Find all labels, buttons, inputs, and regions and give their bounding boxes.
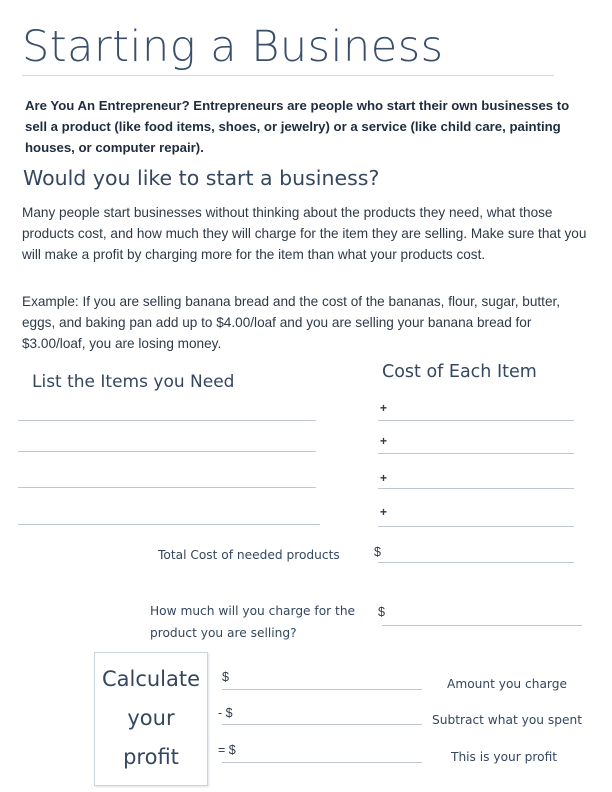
charge-label-line1: How much will you charge for the [150, 604, 356, 618]
calculate-profit-text [94, 660, 208, 777]
item-line-2[interactable] [18, 451, 316, 452]
cost-heading: Cost of Each Item [382, 362, 537, 382]
paragraph-example: Example: If you are selling banana bread and the cost of the bananas, flour, sugar, butter, eggs, and baking pan add up to $4.00/loaf and you are selling your banana bread for $3.00/loaf, you are losing money. [22, 294, 561, 351]
cost-line-2[interactable] [378, 453, 574, 454]
charge-amount-prefix: $ [222, 670, 229, 684]
title-divider [22, 75, 554, 76]
profit-amount-label: This is your profit [451, 750, 558, 764]
total-cost-line[interactable] [378, 562, 574, 563]
cost-line-3[interactable] [378, 488, 574, 489]
calc-word-2: your [127, 706, 175, 730]
total-cost-label: Total Cost of needed products [158, 548, 340, 562]
plus-sign-4: + [380, 505, 388, 519]
spent-amount-prefix: - $ [218, 706, 233, 720]
paragraph-products: Many people start businesses without thinking about the products they need, what those products cost, and how much they will charge for the item they are selling. Make sure that you will make a profit by charging more for the item than what your products cost. [22, 205, 587, 262]
calc-word-1: Calculate [101, 667, 201, 691]
charge-line[interactable] [382, 625, 582, 626]
spent-amount-label: Subtract what you spent [432, 713, 582, 727]
spent-amount-line[interactable] [222, 724, 422, 725]
item-line-1[interactable] [18, 420, 316, 421]
profit-amount-prefix: = $ [218, 743, 236, 757]
charge-amount-line[interactable] [222, 689, 422, 690]
item-line-4[interactable] [18, 524, 320, 525]
intro-text: Are You An Entrepreneur? Entrepreneurs are people who start their own businesses to sell a product (like food items, shoes, or jewelry) or a service (like child care, painting houses, or computer repair). [25, 98, 570, 155]
plus-sign-2: + [380, 434, 388, 448]
plus-sign-3: + [380, 471, 388, 485]
calc-word-3: profit [123, 745, 179, 769]
plus-sign-1: + [380, 401, 388, 415]
cost-line-1[interactable] [378, 420, 574, 421]
charge-dollar-sign: $ [378, 605, 385, 619]
items-list-heading: List the Items you Need [32, 372, 235, 392]
page-title: Starting a Business [22, 22, 444, 72]
charge-amount-label: Amount you charge [447, 677, 567, 691]
item-line-3[interactable] [18, 487, 316, 488]
section-heading: Would you like to start a business? [23, 166, 380, 190]
cost-line-4[interactable] [378, 526, 574, 527]
profit-amount-line[interactable] [222, 762, 422, 763]
total-dollar-sign: $ [374, 545, 381, 559]
charge-label-line2: product you are selling? [150, 626, 297, 640]
